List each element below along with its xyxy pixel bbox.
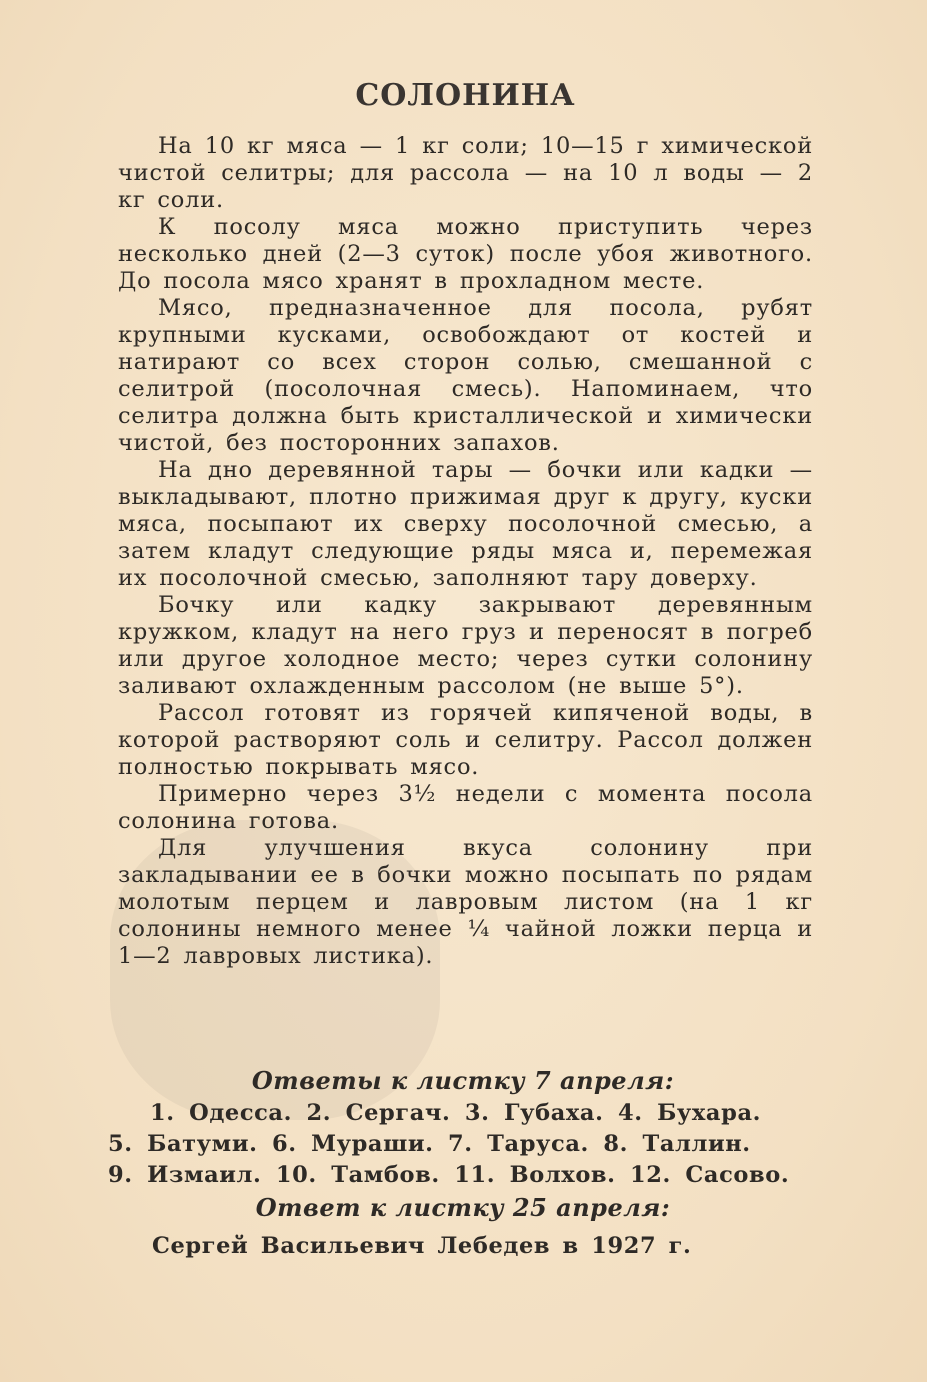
answers-line-2: 5. Батуми. 6. Мураши. 7. Таруса. 8. Таллин.	[108, 1131, 751, 1157]
paragraph-proportions: На 10 кг мяса — 1 кг соли; 10—15 г химической чистой селитры; для рассола — на 10 л воды — 2 кг соли.	[118, 133, 813, 213]
answers-heading-april-25: Ответ к листку 25 апреля:	[255, 1193, 671, 1222]
paragraph-readiness: Примерно через 3½ недели с момента посола солонина готова.	[118, 781, 813, 834]
page-title: СОЛОНИНА	[355, 78, 576, 113]
answers-section	[108, 1064, 818, 1263]
answers-heading-april-7: Ответы к листку 7 апреля:	[251, 1066, 675, 1095]
answers-line-3: 9. Измаил. 10. Тамбов. 11. Волхов. 12. Сасово.	[108, 1162, 790, 1188]
paragraph-layering: На дно деревянной тары — бочки или кадки — выкладывают, плотно прижимая друг к другу, куски мяса, посыпают их сверху посолочной смесью, а затем кладут следующие ряды мяса и, перемежая их посолочной смесью, заполняют тару доверху.	[118, 457, 813, 591]
paragraph-brine: Рассол готовят из горячей кипяченой воды, в которой растворяют соль и селитру. Рассол должен полностью покрывать мясо.	[118, 700, 813, 780]
paragraph-flavor: Для улучшения вкуса солонину при закладывании ее в бочки можно посыпать по рядам молотым перцем и лавровым листом (на 1 кг солонины немного менее ¼ чайной ложки перца и 1—2 лавровых листика).	[118, 835, 813, 969]
paragraph-preparation: Мясо, предназначенное для посола, рубят крупными кусками, освобождают от костей и натирают со всех сторон солью, смешанной с селитрой (посолочная смесь). Напоминаем, что селитра должна быть кристаллической и химически чистой, без посторонних запахов.	[118, 295, 813, 456]
recipe-article	[118, 78, 813, 970]
paragraph-storage: Бочку или кадку закрывают деревянным кружком, кладут на него груз и переносят в погреб или другое холодное место; через сутки солонину заливают охлажденным рассолом (не выше 5°).	[118, 592, 813, 699]
answers-line-1: 1. Одесса. 2. Сергач. 3. Губаха. 4. Бухара.	[150, 1100, 762, 1126]
paragraph-timing: К посолу мяса можно приступить через несколько дней (2—3 суток) после убоя животного. До посола мясо хранят в прохладном месте.	[118, 214, 813, 294]
answer-april-25: Сергей Васильевич Лебедев в 1927 г.	[152, 1233, 692, 1259]
